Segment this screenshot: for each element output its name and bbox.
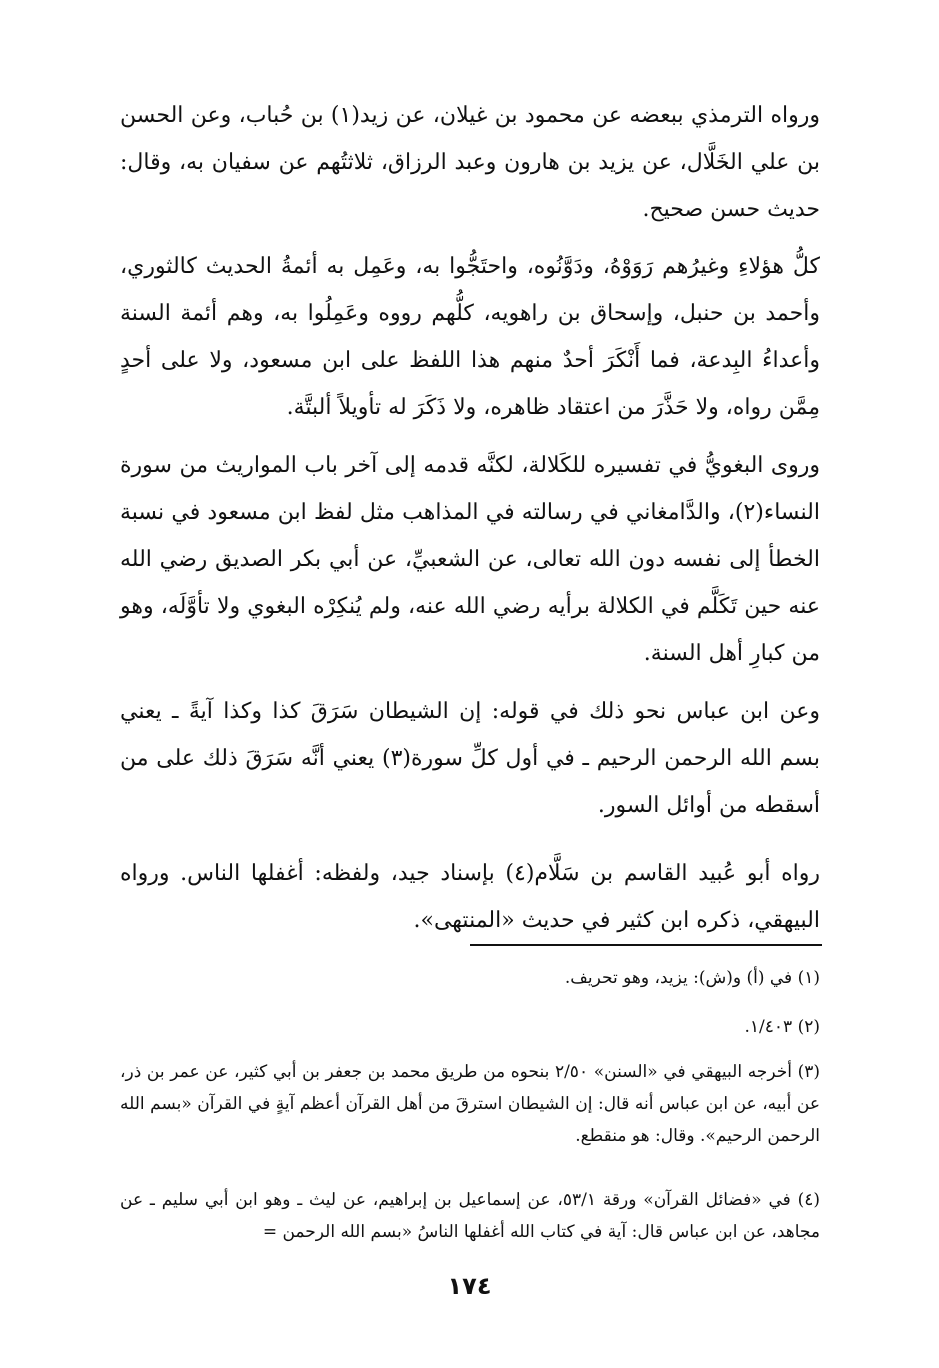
body-paragraph-3: وروى البغويُّ في تفسيره للكَلالة، لكنَّه قدمه إلى آخر باب المواريث من سورة النساء(٢)، والدَّامغاني في رسالته في المذاهب مثل لفظ ابن مسعود في نسبة الخطأ إلى نفسه دون الله تعالى، عن الشعبيِّ، عن أبي بكر الصديق رضي الله عنه حين تَكَلَّم في الكلالة برأيه رضي الله عنه، ولم يُنكِرْه البغوي ولا تأوَّلَه، وهو من كبارِ أهل السنة. xyxy=(120,453,820,666)
footnote-1: (١) في (أ) و(ش): يزيد، وهو تحريف. xyxy=(564,968,820,988)
body-paragraph-1: ورواه الترمذي ببعضه عن محمود بن غيلان، عن زيد(١) بن حُباب، وعن الحسن بن علي الخَلَّال، عن يزيد بن هارون وعبد الرزاق، ثلاثتُهم عن سفيان به، وقال: حديث حسن صحيح. xyxy=(120,103,820,222)
body-paragraph-2: كلُّ هؤلاءِ وغيرُهم رَوَوْهُ، ودَوَّنُوه، واحتَجُّوا به، وعَمِل به أئمةُ الحديث كالثوري، وأحمد بن حنبل، وإسحاق بن راهويه، كلُّهم رووه وعَمِلُوا به، وهم أئمة السنة وأعداءُ البِدعة، فما أَنْكَرَ أحدٌ منهم هذا اللفظ على ابن مسعود، ولا على أحدٍ مِمَّن رواه، ولا حَذَّرَ من اعتقاد ظاهره، ولا ذَكَرَ له تأويلاً ألبتَّة. xyxy=(120,254,820,420)
footnote-3: (٣) أخرجه البيهقي في «السنن» ٢/٥٠ بنحوه من طريق محمد بن جعفر بن أبي كثير، عن عمر بن ذر، عن أبيه، عن ابن عباس أنه قال: إن الشيطان استرقَ من أهل القرآن أعظم آيةٍ في القرآن «بسم الله الرحمن الرحيم». وقال: هو منقطع. xyxy=(120,1062,820,1146)
footnote-4: (٤) في «فضائل القرآن» ورقة ٥٣/١، عن إسماعيل بن إبراهيم، عن ليث ـ وهو ابن أبي سليم ـ عن مجاهد، عن ابن عباس قال: آية في كتاب الله أغفلها الناسُ «بسم الله الرحمن = xyxy=(120,1190,821,1242)
footnote-divider xyxy=(470,944,822,946)
body-paragraph-5: رواه أبو عُبيد القاسم بن سَلَّام(٤) بإسناد جيد، ولفظه: أغفلها الناس. ورواه البيهقي، ذكره ابن كثير في حديث «المنتهى». xyxy=(120,861,821,933)
body-paragraph-4: وعن ابن عباس نحو ذلك في قوله: إن الشيطان سَرَقَ كذا وكذا آيةً ـ يعني بسم الله الرحمن الرحيم ـ في أول كلِّ سورة(٣) يعني أنَّه سَرَقَ ذلك على من أسقطه من أوائل السور. xyxy=(120,699,820,818)
footnote-2: (٢) ١/٤٠٣. xyxy=(744,1017,820,1037)
page-number: ١٧٤ xyxy=(447,1272,492,1300)
